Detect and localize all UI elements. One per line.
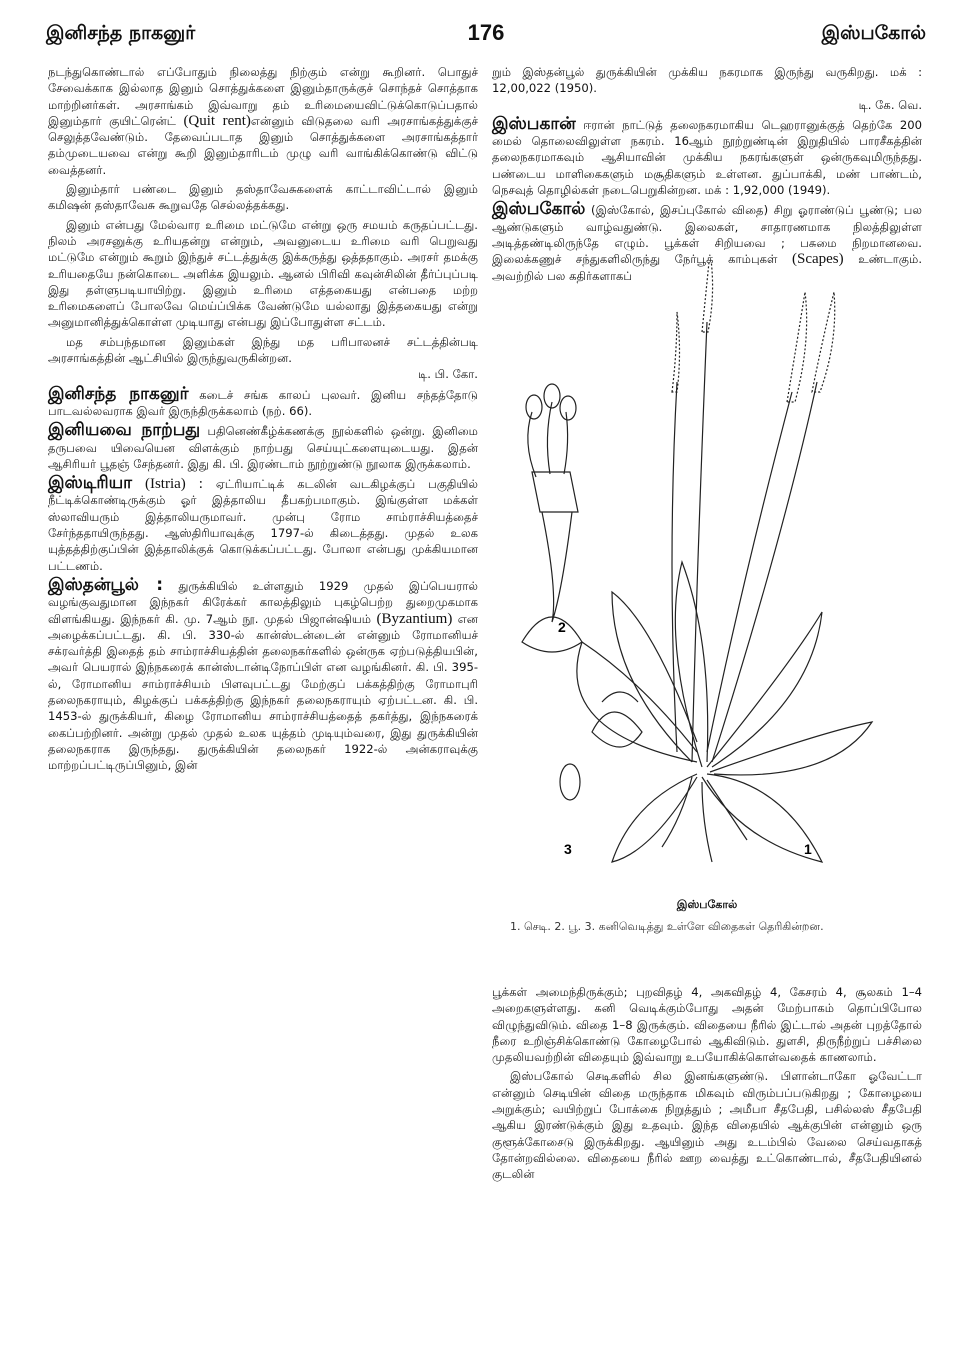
figure-label-2: 2: [558, 619, 566, 635]
figure-title: இஸ்பகோல்: [676, 898, 738, 911]
entry: இஸ்பகோல் (இஸ்கோல், இசப்புகோல் விதை) சிறு ஓராண்டுப் பூண்டு; பல ஆண்டுகளும் வாழ்வதுண்டு. இலைகள், சாதாரணமாக நிலத்திலுள்ள அடித்தண்டிலிருந்தே எழும். பூக்கள் சிறியவை ; பசுமை நிறமானவை. இலைக்கணுச் சந்துகளிலிருந்து நேர்பூக் காம்புகள் (Scapes) உண்டாகும். அவற்றில் பல கதிர்களாகப்: [492, 199, 923, 283]
running-head-right: இஸ்பகோல்: [821, 22, 926, 44]
latin-term: (Byzantium): [376, 610, 453, 627]
entry: இஸ்தன்பூல் : துருக்கியில் உள்ளதும் 1929 முதல் இப்பெயரால் வழங்குவதுமான இந்நகர் கிரேக்கர் காலத்திலும் புகழ்பெற்ற துறைமுகமாக விளங்கியது. இந்நகர் கி. மு. 7ஆம் நூ. முதல் பிஜான்ஷியம் (Byzantium) என அழைக்கப்பட்டது. கி. பி. 330-ல் கான்ஸ்டன்டைன் என்னும் ரோமானியச் சக்ரவர்த்தி இதைத் தம் சாம்ராச்சியத்தின் தலைநகர்களில் ஒன்ருக ஏற்படுத்தியபின், அவர் பெயரால் இந்நகரைக் கான்ஸ்டான்டிநோப்பிள் என வழங்கினர். கி. பி. 395-ல், ரோமானிய சாம்ராச்சியம் பிளவுபட்டது மேற்குப் பக்கத்திற்கு ரோமாபுரி தலைநகராயும், கிழக்குப் பக்கத்திற்கு இந்நகர் தலைநகராயும் ஏற்பட்டன. கி. பி. 1453-ல் துருக்கியர், கிழை ரோமானிய சாம்ராச்சியத்தைத் தகர்த்து, இந்நகரைக் கைப்பற்றினர். அன்று முதல் முதல் உலக யுத்தம் முடியும்வரை, இது துருக்கியின் தலைநகராக இருந்தது. துருக்கியின் தலைநகர் 1922-ல் அன்கராவுக்கு மாற்றப்பட்டிருப்பினும், இன்: [48, 574, 479, 773]
entry: இனிசந்த நாகனுர் கடைச் சங்க காலப் புலவர். இனிய சந்தத்தோடு பாடவல்லவராக இவர் இருந்திருக்கலாம் (நற். 66).: [48, 383, 479, 418]
plant-drawing: [492, 262, 922, 892]
flower-spikes: [672, 262, 835, 762]
entry-title: இஸ்தன்பூல் :: [48, 574, 164, 595]
entry-title: இஸ்டிரியா: [48, 473, 133, 494]
page-number: 176: [467, 20, 505, 45]
entry: இனியவை நாற்பது பதினெண்கீழ்க்கணக்கு நூல்களில் ஒன்று. இனிமை தருபவை யிவையென விளக்கும் நாற்பது செய்யுட்களையுடையது. இதன் ஆசிரியர் பூதஞ் சேந்தனர். இது கி. பி. இரண்டாம் நூற்றுண்டு நூலாக இருக்கலாம்.: [48, 420, 478, 471]
right-column-bottom: [492, 984, 922, 1186]
entry: இஸ்டிரியா (Istria) : ஏட்ரியாட்டிக் கடலின் வடகிழக்குப் பகுதியில் நீட்டிக்கொண்டிருக்கும் ஓர் இத்தாலிய தீபகற்பமாகும். இங்குள்ள மக்கள் ஸ்லாவியரும் இத்தாலியருமாவர். முன்பு ரோம சாம்ராச்சியத்தைச் சேர்ந்ததாயிருந்தது. ஆஸ்திரியாவுக்கு 1797-ல் கிடைத்தது. முதல் உலக யுத்தத்திற்குப்பின் இத்தாலிக்குக் கொடுக்கப்பட்டது. போலா என்பது முக்கியமான பட்டணம்.: [48, 473, 479, 573]
running-head-left: இனிசந்த நாகனுர்: [46, 22, 196, 44]
figure-label-3: 3: [564, 841, 572, 857]
fruit-detail: [560, 692, 642, 800]
latin-term: (Istria) :: [144, 476, 203, 493]
paragraph: பூக்கள் அமைந்திருக்கும்; புறவிதழ் 4, அகவிதழ் 4, கேசரம் 4, சூலகம் 1–4 அறைகளுள்ளது. கனி வெடிக்கும்போது அதன் மேற்பாகம் தொப்பிபோல விழுந்துவிடும். விதை 1–8 இருக்கும். விதையை நீரில் இட்டால் அதன் புறத்தோல் நீரை உறிஞ்சிக்கொண்டு கோழைபோல் ஆகிவிடும். துளசி, திருநீற்றுப் பச்சிலை முதலியவற்றின் விதையும் இவ்வாறு உபயோகிக்கொள்வதைக் காணலாம்.: [492, 985, 922, 1065]
author-signature: டி. கே. வெ.: [858, 97, 922, 112]
roots: [662, 777, 747, 862]
entry-title: இனிசந்த நாகனுர்: [48, 383, 189, 404]
author-signature: டி. பி. கோ.: [418, 367, 478, 382]
paragraph: இஸ்பகோல் செடிகளில் சில இனங்களுண்டு. பிளான்டாகோ ஓவேட்டா என்னும் செடியின் விதை மருந்தாக மிகவும் விரும்பப்படுகிறது ; கோழையை அறுக்கும்; வயிற்றுப் போக்கை நிறுத்தும் ; அமீபா சீதபேதி, பசில்லஸ் சீதபேதி ஆகிய இரண்டுக்கும் இது உதவும். இந்த விதையில் ஆக்குபின் என்னும் ஒரு குளூக்கோசைடு இருக்கிறது. ஆயினும் அது உடம்பில் வேலை செய்வதாகத் தோன்றவில்லை. விதையை நீரில் ஊற வைத்து உட்கொண்டால், சீதபேதியினல் குடலின்: [492, 1069, 922, 1182]
entry-title: இனியவை நாற்பது: [48, 420, 201, 441]
flower-detail: [522, 384, 582, 652]
latin-term: (Quit rent): [183, 112, 251, 129]
plant-illustration: [492, 262, 922, 962]
paragraph: இனும் என்பது மேல்வார உரிமை மட்டுமே என்று ஒரு சமயம் கருதப்பட்டது. நிலம் அரசனுக்கு உரியதன்று என்றும், அவனுடைய உரிமை வரி பெறுவது மட்டுமே என்றும் கூறும் இந்துச் சட்டத்துக்கு இக்கருத்து ஒத்ததாகும். அரசர் தமக்கு உரியதையே நன்கொடை அளிக்க இயலும். ஆனல் பிரிவி கவுன்சிலின் தீர்ப்புப்படி இது தள்ளுபடியாயிற்று. இனும் உரிமை எத்தகையது என்பதை மற்ற உரிமைகளைப் போலவே மெய்ப்பிக்க வேண்டுமே யல்லாது இத்தகையது என்று அனுமானித்துக்கொள்ள முடியாது என்பது இப்போதுள்ள சட்டம்.: [48, 217, 478, 330]
entry-title: இஸ்பகோல்: [492, 199, 586, 220]
rosette-leaves: [577, 562, 872, 862]
entry-title: இஸ்பகான்: [492, 113, 576, 134]
paragraph: நடந்துகொண்டால் எப்போதும் நிலைத்து நிற்கும் என்று கூறினர். பொதுச் சேவைக்காக இல்லாத இனும் சொத்துக்களை இனும்தாருக்குச் சொந்தச் சொத்தாக மாற்றினர்கள். அரசாங்கம் இவ்வாறு தம் உரிமையைவிட்டுக்கொடுப்பதால் இனும்தார் குயிட்ரென்ட் (Quit rent)என்னும் விடுதலை வரி அரசாங்கத்துக்குச் செலுத்தவேண்டும். தேவைப்படாத இனும் சொத்துக்களை அரசாங்கத்தார் தம்முடையவை என்று கூறி இனும்தாரிடம் முழு வரி வாங்கிக்கொண்டு விட்டு வைத்தனர்.: [48, 65, 478, 177]
paragraph: றும் இஸ்தன்பூல் துருக்கியின் முக்கிய நகரமாக இருந்து வருகிறது. மக் : 12,00,022 (1950). டி. கே. வெ.: [492, 65, 922, 112]
figure-caption: 1. செடி. 2. பூ. 3. கனிவெடித்து உள்ளே விதைகள் தெரிகின்றன.: [510, 920, 824, 933]
paragraph: மத சம்பந்தமான இனும்கள் இந்து மத பரிபாலனச் சட்டத்தின்படி அரசாங்கத்தின் ஆட்சியில் இருந்துவருகின்றன. டி. பி. கோ.: [48, 334, 478, 382]
entry: இஸ்பகான் ஈரான் நாட்டுத் தலைநகரமாகிய டெஹரானுக்குத் தெற்கே 200 மைல் தொலைவிலுள்ள நகரம். 16ஆம் நூற்றுண்டின் இறுதியில் பாரசீகத்தின் தலைநகரமாகவும் ஆசியாவின் முக்கிய நகரங்களுள் ஒன்ருகவுமிருந்தது. பண்டைய மாளிகைகளும் மசூதிகளும் உள்ளன. துப்பாக்கி, மண் பாண்டம், நெசவுத் தொழில்கள் நடைபெறுகின்றன. மக் : 1,92,000 (1949).: [492, 113, 922, 198]
paragraph: இனும்தார் பண்டை இனும் தஸ்தாவேசுகளைக் காட்டாவிட்டால் இனும் கமிஷன் தஸ்தாவேசு கூறுவதே செல்லத்தக்கது.: [48, 182, 478, 213]
figure-label-1: 1: [804, 841, 812, 857]
latin-term: (Scapes): [792, 251, 844, 268]
left-column: [48, 64, 478, 776]
right-column: [492, 64, 922, 287]
page-header: [46, 22, 926, 52]
